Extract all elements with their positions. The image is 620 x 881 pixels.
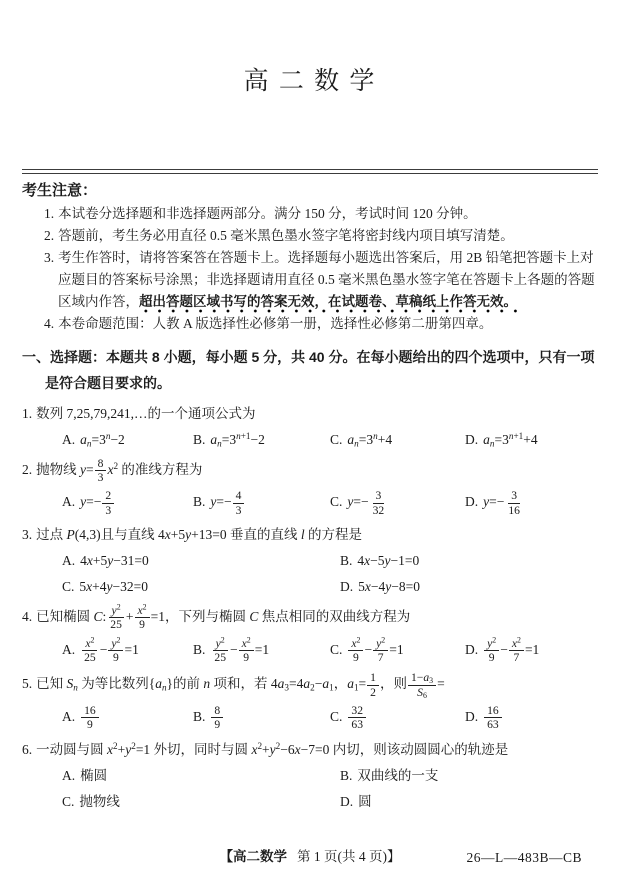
fraction: $\frac{1-a_3}{S_6}$ [408,671,436,699]
notice-heading: 考生注意： [22,181,98,199]
question-stem [22,403,598,425]
option-b [340,766,598,786]
option-d [340,577,598,597]
option-c [62,792,340,812]
fraction: $\frac{y^2}{25}$ [214,635,226,664]
question-1 [22,403,598,450]
option-label: B. [340,552,353,568]
item-text: 本试卷分选择题和非选择题两部分。满分 150 分，考试时间 120 分钟。 [58,205,477,221]
option-label: C. [330,494,343,510]
option-label: A. [62,494,76,510]
option-formula: y=− $\frac{3}{16}$ [483,494,524,509]
question-number: 1. [22,405,33,421]
fraction: $\frac{x^2}{25}$ [84,635,96,664]
option-label: B. [193,494,206,510]
option-label: D. [465,641,479,657]
option-formula: 5x−4y−8=0 [358,578,420,594]
option-a [62,766,340,786]
question-2 [22,457,598,517]
option-label: A. [62,767,76,783]
option-c [330,637,465,665]
fraction: $\frac{x^2}{9}$ [239,637,254,665]
question-text: 抛物线 y= $\frac{8}{3}$ $x^2$ 的准线方程为 [36,456,203,484]
option-formula: y=− $\frac{2}{3}$ [80,494,115,509]
item-number: 2. [44,227,55,243]
option-label: D. [465,494,479,510]
option-a [62,489,193,517]
option-formula: y=− $\frac{3}{32}$ [347,494,388,509]
option-formula: $\frac{y^2}{9}$ − $\frac{x^2}{7}$ =1 [483,642,539,657]
option-a [62,551,340,571]
option-a [62,637,193,665]
options-grid [22,766,598,812]
item-text: 答题前，考生务必用直径 0.5 毫米黑色墨水签字笔将密封线内项目填写清楚。 [58,227,514,243]
option-formula: 5x+4y−32=0 [79,578,148,594]
item-number: 4. [44,315,55,331]
option-label: B. [193,708,206,724]
option-label: C. [330,641,343,657]
fraction: $\frac{3}{16}$ [508,489,520,517]
footer-paper-code: 26—L—483B—CB [466,850,582,865]
question-3 [22,524,598,597]
page-footer [0,848,620,868]
question-stem [22,604,598,632]
item-number: 3. [44,249,55,265]
option-b [193,489,330,517]
notice-item [22,247,598,313]
notice-item [22,225,598,247]
option-formula [483,704,503,732]
question-6 [22,739,598,812]
option-d [465,704,598,732]
question-number: 2. [22,461,33,477]
options-grid [22,551,598,597]
option-label: B. [193,641,206,657]
item-text: 本卷命题范围：人教 A 版选择性必修第一册，选择性必修第二册第四章。 [58,315,493,331]
question-list [22,403,598,812]
question-text: 一动圆与圆 $x^2+y^2=1$ 外切，同时与圆 $x^2+y^2-6x-7=0$ 内切，则该动圆圆心的轨迹是 [36,740,509,757]
option-d [340,792,598,812]
options-row [22,430,598,450]
options-row [22,489,598,517]
question-number: 6. [22,741,33,757]
question-number: 3. [22,526,33,542]
option-c [330,489,465,517]
option-label: A. [62,431,76,447]
option-formula [210,704,224,732]
question-stem [22,524,598,546]
option-formula: 4x−5y−1=0 [357,552,420,568]
notice-list [22,203,598,335]
footer-page-info: 第 1 页(共 4 页)】 [297,849,401,864]
fraction: $\frac{y^2}{9}$ [108,637,123,665]
fraction: $\frac{16}{63}$ [484,704,502,732]
option-formula: 抛物线 [79,793,120,809]
option-label: D. [340,578,354,594]
option-label: D. [340,793,354,809]
question-number: 5. [22,676,33,692]
option-c [62,577,340,597]
option-formula: $\frac{y^2}{25}$ − $\frac{x^2}{9}$ =1 [210,642,269,657]
option-d [465,430,598,450]
question-stem [22,739,598,761]
option-formula: $a_n=3^{n+1}-2$ [210,430,265,448]
option-label: B. [193,431,206,447]
option-formula: $a_n=3^{n+1}+4$ [483,430,538,448]
option-label: A. [62,708,76,724]
fraction: $\frac{1}{2}$ [367,671,379,699]
option-formula: $\frac{x^2}{9}$ − $\frac{y^2}{7}$ =1 [347,642,403,657]
option-label: A. [62,641,76,657]
option-b [193,637,330,665]
option-c [330,704,465,732]
fraction: $\frac{16}{9}$ [81,704,99,732]
fraction: $\frac{4}{3}$ [233,489,245,517]
fraction: $\frac{y^2}{25}$ [110,602,122,632]
option-d [465,637,598,665]
options-row [22,637,598,665]
option-formula: 4x+5y−31=0 [80,552,149,568]
question-text: 已知 $S_n$ 为等比数列$\{a_n\}$的前 n 项和，若 $4a_3=4a_2-a_1$，$a_1=$ $\frac{1}{2}$ ，则 $\frac{1-a_3}{S_6}$ = [36,671,445,700]
page-title: 高 二 数 学 [243,68,377,95]
option-label: C. [330,708,343,724]
option-formula: $a_n=3^n-2$ [80,430,125,448]
option-label: A. [62,552,76,568]
item-number: 1. [44,205,55,221]
option-b [193,704,330,732]
option-d [465,489,598,517]
double-rule [22,169,598,174]
option-formula [80,704,100,732]
option-a [62,704,193,732]
footer-booklet-title: 【高二数学 [219,849,287,864]
section-heading: 一、选择题：本题共 8 小题，每小题 5 分，共 40 分。在每小题给出的四个选项中，只有一项是符合题目要求的。 [22,348,595,391]
option-label: C. [330,431,343,447]
question-stem [22,457,598,485]
item-text: 考生作答时，请将答案答在答题卡上。选择题每小题选出答案后，用 2B 铅笔把答题卡上对应题目的答案标号涂黑；非选择题请用直径 0.5 毫米黑色墨水签字笔在答题卡上各题的答题区域内作答， [58,249,595,309]
option-label: C. [62,793,75,809]
fraction: $\frac{y^2}{7}$ [373,637,388,665]
option-formula: 椭圆 [80,767,108,783]
option-label: C. [62,578,75,594]
option-label: B. [340,767,353,783]
emphasized-text: 超出答题区域书写的答案无效，在试题卷、草稿纸上作答无效。 [139,294,517,313]
fraction: $\frac{8}{9}$ [211,704,223,732]
question-text: 已知椭圆 C: $\frac{y^2}{25}$ + $\frac{x^2}{9}$ =1，下列与椭圆 C 焦点相同的双曲线方程为 [36,602,411,632]
option-formula: $\frac{x^2}{25}$ − $\frac{y^2}{9}$ =1 [80,642,139,657]
options-row [22,704,598,732]
question-text: 数列 7,25,79,241,…的一个通项公式为 [36,405,256,421]
question-stem [22,671,598,699]
question-4 [22,604,598,664]
fraction: $\frac{x^2}{9}$ [348,637,363,665]
question-number: 4. [22,608,33,624]
option-formula [347,704,367,732]
fraction: $\frac{8}{3}$ [95,457,107,485]
option-formula: $a_n=3^n+4$ [347,430,393,448]
fraction: $\frac{y^2}{9}$ [484,637,499,665]
option-a [62,430,193,450]
fraction: $\frac{x^2}{7}$ [509,637,524,665]
question-text: 过点 P(4,3)且与直线 4x+5y+13=0 垂直的直线 l 的方程是 [36,526,362,542]
notice-item [22,203,598,225]
fraction: $\frac{2}{3}$ [102,489,114,517]
option-formula: y=− $\frac{4}{3}$ [210,494,245,509]
question-5 [22,671,598,731]
option-label: D. [465,708,479,724]
option-c [330,430,465,450]
fraction: $\frac{x^2}{9}$ [135,604,150,632]
option-formula: 圆 [358,793,372,809]
notice-item [22,313,598,335]
fraction: $\frac{32}{63}$ [348,704,366,732]
option-formula: 双曲线的一支 [357,767,439,783]
option-b [193,430,330,450]
fraction: $\frac{3}{32}$ [372,489,385,517]
option-b [340,551,598,571]
option-label: D. [465,431,479,447]
